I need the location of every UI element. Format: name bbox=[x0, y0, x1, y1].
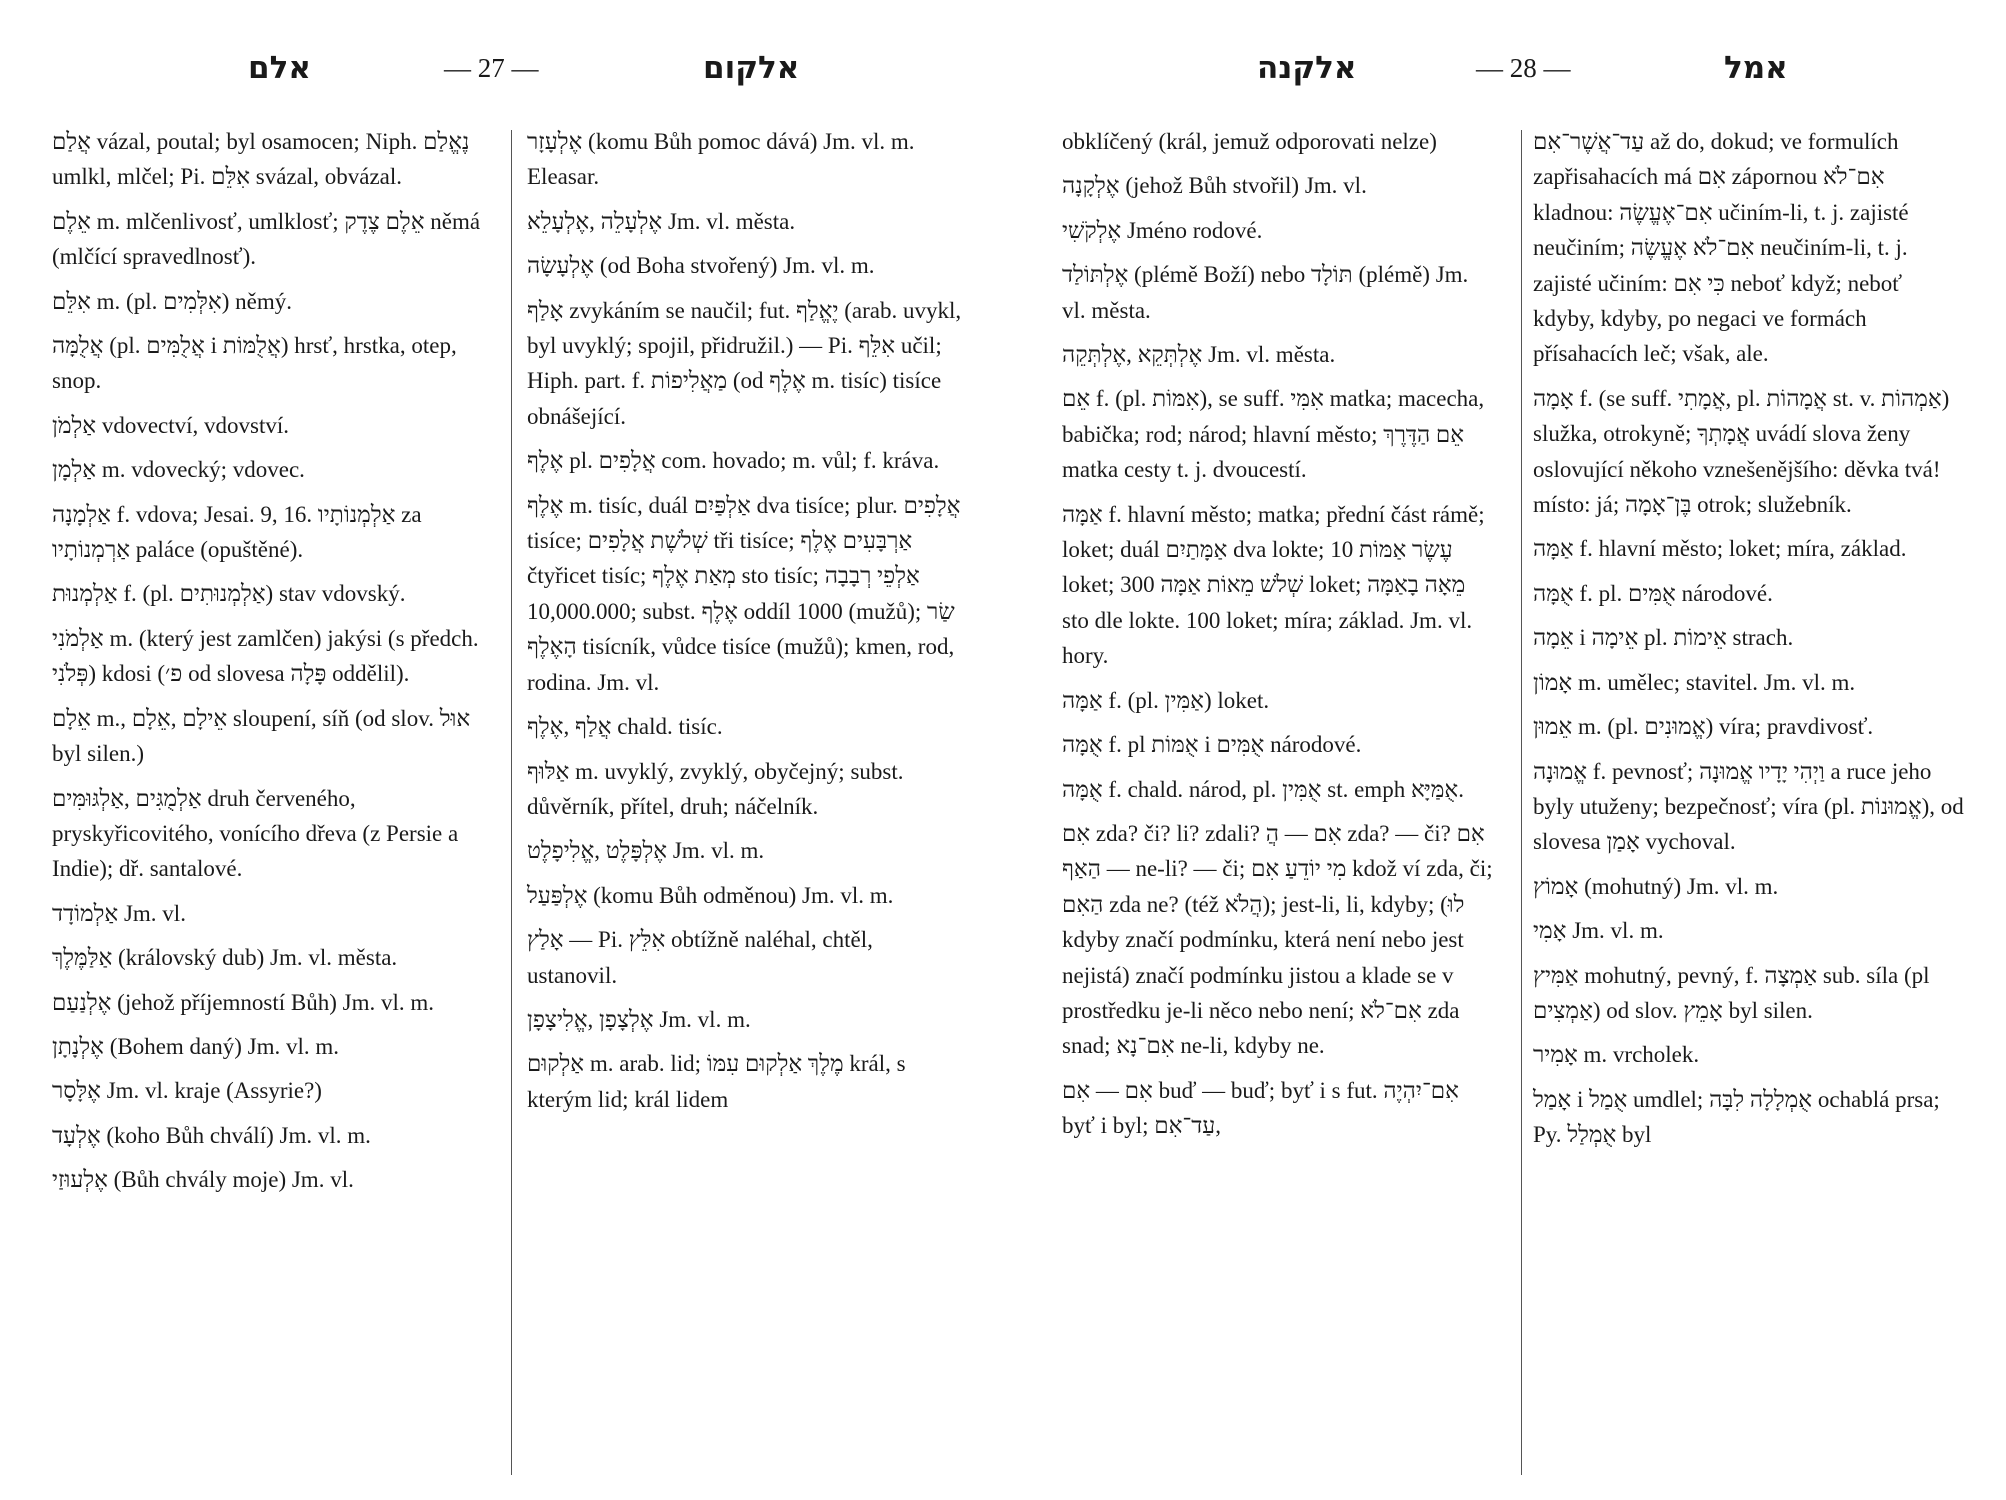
dictionary-entry: אֵם f. (pl. אִמּוֹת), se suff. אִמִּי matka; macecha, babička; rod; národ; hlavní město; אֵם הַדֶּרֶךְ matka cesty t. j. dvoucestí. bbox=[1062, 386, 1485, 483]
left-page-column-2 bbox=[527, 124, 962, 1126]
dictionary-entry: אֲלֻמָּה (pl. אֲלֻמִּים i אֲלֻמּוֹת) hrsť, hrstka, otep, snop. bbox=[52, 333, 457, 394]
dictionary-entry: אָלַץ — Pi. אִלֵּץ obtížně naléhal, chtěl, ustanovil. bbox=[527, 927, 873, 988]
dictionary-entry: אֶלֶף pl. אֲלָפִים com. hovado; m. vůl; f. kráva. bbox=[527, 448, 940, 474]
dictionary-entry: אָמַל i אֻמַל umdlel; אֻמְלָלָה לִבָּה ochablá prsa; Py. אֻמְלַל byl bbox=[1533, 1086, 1940, 1148]
dictionary-entry: אַלְמוֹדָד Jm. vl. bbox=[52, 900, 186, 926]
dictionary-entry: אַלְמְנוּת f. (pl. אַלְמְנוּתִים) stav vdovský. bbox=[52, 581, 406, 607]
dictionary-entry: אַלְמָנָה f. vdova; Jesai. 9, 16. אַלְמְנוֹתָיו za אַרְמְנוֹתָיו paláce (opuštěné). bbox=[52, 501, 422, 563]
dictionary-entry: אֻמָּה f. chald. národ, pl. אֻמִּין st. emph אֻמַּיָּא. bbox=[1062, 776, 1464, 802]
left-column-rule bbox=[511, 130, 512, 1475]
dictionary-entry: אַמָּה f. hlavní město; loket; míra, základ. bbox=[1533, 536, 1907, 562]
dictionary-entry: אֲלַם vázal, poutal; byl osamocen; Niph. נֶאֱלַם umlkl, mlčel; Pi. אִלֵּם svázal, obvázal. bbox=[52, 129, 470, 190]
dictionary-entry: אֶלֶף m. tisíc, duál אַלְפַּיִם dva tisíce; plur. אֲלָפִים tisíce; שְׁלֹשֶׁת אֲלָפִים tři tisíce; אַרְבָּעִים אֶלֶף čtyřicet tisíc; מְאַת אֶלֶף sto tisíc; אַלְפֵי רְבָבָה 10,000.000; subst. אֶלֶף oddíl 1000 (mužů); שַׂר הָאֶלֶף tisícník, vůdce tisíce (mužů); kmen, rod, rodina. Jm. vl. bbox=[527, 492, 961, 695]
dictionary-entry: אִם — אִם buď — buď; byť i s fut. אִם־יִהְיֶה byť i byl; עַד־אִם, bbox=[1062, 1077, 1459, 1139]
dictionary-entry: אִלֵּם m. (pl. אִלְּמִים) němý. bbox=[52, 288, 292, 314]
dictionary-entry: אֶלְתּוֹלַד (plémě Boží) nebo תּוֹלָד (plémě) Jm. vl. města. bbox=[1062, 262, 1469, 323]
dictionary-entry: אִם zda? či? li? zdali? אִם — הֲ zda? — či? אִם — הַאַף ne-li? — či; מִי יוֹדֵעַ אִם kdož ví zda, či; הַאִם zda ne? (též הֲלֹא); jest-li, li, kdyby; (לוּ kdyby značí podmínku, která není nebo jest nejistá) značí podmínku jistou a klade se v prostředku je-li něco nebo není; אִם־לֹא zda snad; אִם־נָא ne-li, kdyby ne. bbox=[1062, 820, 1493, 1059]
right-column-rule bbox=[1521, 130, 1522, 1475]
dictionary-entry: אֶלְתְּקֵא ,אֶלְתְּקֵה Jm. vl. města. bbox=[1062, 342, 1336, 368]
dictionary-entry: אֵמָה i אֵימָה pl. אֵימוֹת strach. bbox=[1533, 625, 1794, 651]
dictionary-entry: אֶלְעוּזַי (Bůh chvály moje) Jm. vl. bbox=[52, 1167, 354, 1193]
left-header-catchword-right: אלקום bbox=[703, 50, 800, 86]
dictionary-entry: אֵמוּן m. (pl. אֱמוּנִים) víra; pravdivosť. bbox=[1533, 714, 1874, 740]
dictionary-entry: אֲלַף ,אֶלֶף chald. tisíc. bbox=[527, 714, 723, 740]
right-page-column-2 bbox=[1533, 124, 1968, 1162]
right-page-number: — 28 — bbox=[1476, 53, 1571, 83]
dictionary-entry: אֶלְעָשָׂה (od Boha stvořený) Jm. vl. m. bbox=[527, 253, 875, 279]
dictionary-entry: obklíčený (král, jemuž odporovati nelze) bbox=[1062, 129, 1437, 154]
dictionary-entry: עַד־אֲשֶׁר־אִם až do, dokud; ve formulích zapřisahacích má אִם zápornou אִם־לֹא kladnou: אִם־אֶעֱשֶׂה učiním-li, t. j. zajisté neučiním; אִם־לֹא אֶעֱשֶׂה neučiním-li, t. j. zajisté učiním: כִּי אִם neboť když; neboť kdyby, kdyby, po negaci ve formách přísahacích leč; však, ale. bbox=[1533, 129, 1909, 367]
dictionary-entry: אֵלָם m., אֵילָם ,אֵלָם sloupení, síň (od slov. אוּל byl silen.) bbox=[52, 705, 471, 767]
dictionary-entry: אַמָּה f. hlavní město; matka; přední část rámě; loket; duál אַמָּתַיִם dva lokte; עֶשֶׂר אַמּוֹת 10 loket; שְׁלֹשׁ מֵאוֹת אַמָּה 300 loket; מֵאָה בָאַמָּה sto dle lokte. 100 loket; míra; základ. Jm. vl. hory. bbox=[1062, 501, 1485, 669]
dictionary-entry: אַלְקוּם m. arab. lid; מֶלֶךְ אַלְקוּם עִמּוֹ král, s kterým lid; král lidem bbox=[527, 1051, 906, 1112]
dictionary-entry: אָמוֹץ (mohutný) Jm. vl. m. bbox=[1533, 873, 1779, 899]
dictionary-entry: אֶלְפַּעַל (komu Bůh odměnou) Jm. vl. m. bbox=[527, 882, 894, 908]
left-page-column-1 bbox=[52, 124, 487, 1207]
dictionary-entry: אַמָּה f. (pl. אַמִּין) loket. bbox=[1062, 687, 1270, 713]
dictionary-entry: אֶלְפָּלֶט ,אֱלִיפָלֶט Jm. vl. m. bbox=[527, 838, 765, 864]
dictionary-entry: אֶלָּסָר Jm. vl. kraje (Assyrie?) bbox=[52, 1078, 322, 1104]
dictionary-entry: אַלּוּף m. uvyklý, zvyklý, obyčejný; subst. důvěrník, přítel, druh; náčelník. bbox=[527, 758, 904, 819]
dictionary-entry: אֱמוּנָה f. pevnosť; וַיְהִי יָדָיו אֱמוּנָה a ruce jeho byly utuženy; bezpečnosť; víra (pl. אֱמוּנוֹת), od slovesa אָמַן vychoval. bbox=[1533, 758, 1964, 855]
dictionary-entry: אֶלְצָפָן ,אֱלִיצָפָן Jm. vl. m. bbox=[527, 1006, 751, 1032]
dictionary-entry: אֶלְעָד (koho Bůh chválí) Jm. vl. m. bbox=[52, 1122, 371, 1148]
dictionary-entry: אֵלֶם m. mlčenlivosť, umlklosť; אֵלֶם צֶדֶק němá (mlčící spravedlnosť). bbox=[52, 208, 481, 270]
dictionary-entry: אֶלְעָזָר (komu Bůh pomoc dává) Jm. vl. m. Eleasar. bbox=[527, 129, 915, 190]
right-page-column-1 bbox=[1062, 124, 1497, 1153]
left-header-catchword-left: אלם bbox=[248, 50, 311, 86]
dictionary-entry: אַלַּמֶּלֶךְ (královský dub) Jm. vl. města. bbox=[52, 945, 398, 971]
dictionary-entry: אֻמָּה f. pl. אֻמִּים národové. bbox=[1533, 580, 1773, 606]
right-header-catchword-left: אלקנה bbox=[1257, 50, 1357, 86]
dictionary-entry: אַלְמֹנִי m. (který jest zamlčen) jakýsi (s předch. פְּלֹנִי) kdosi (פ׳ od slovesa פָּלָה oddělil). bbox=[52, 625, 479, 687]
dictionary-entry: אָמִי Jm. vl. m. bbox=[1533, 918, 1664, 944]
dictionary-entry: אֶלְעָלֵה ,אֶלְעָלֵא Jm. vl. města. bbox=[527, 208, 796, 234]
dictionary-entry: אֶלְקָנָה (jehož Bůh stvořil) Jm. vl. bbox=[1062, 173, 1367, 199]
dictionary-entry: אֶלְנַעַם (jehož příjemností Bůh) Jm. vl. m. bbox=[52, 989, 435, 1015]
right-header-catchword-right: אמל bbox=[1724, 50, 1788, 86]
dictionary-entry: אָלַף zvykáním se naučil; fut. יֶאֱלַף (arab. uvykl, byl uvyklý; spojil, přidružil.) — Pi. אִלֵּף učil; Hiph. part. f. מַאֲלִיפוֹת (od אֶלֶף m. tisíc) tisíce obnášející. bbox=[527, 297, 962, 429]
dictionary-entry: אַלְמֻגִּים ,אַלְגּוּמִּים druh červeného, pryskyřicovitého, vonícího dřeva (z Persie a Indie); dř. santalové. bbox=[52, 785, 459, 882]
dictionary-entry: אַלְמָן m. vdovecký; vdovec. bbox=[52, 457, 305, 483]
dictionary-entry: אַלְמֹן vdovectví, vdovství. bbox=[52, 412, 289, 438]
dictionary-entry: אָמָה f. (se suff. אֲמָתִי, pl. אֲמָהוֹת st. v. אַמְהוֹת) služka, otrokyně; אֲמָתְךָ uvádí slova ženy oslovující někoho vznešenějšího: děvka tvá! místo: já; בֶּן־אָמָה otrok; služebník. bbox=[1533, 385, 1950, 518]
dictionary-entry: אֻמָּה f. pl אֻמּוֹת i אֻמִּים národové. bbox=[1062, 732, 1362, 758]
dictionary-entry: אָמִיר m. vrcholek. bbox=[1533, 1042, 1700, 1068]
dictionary-entry: אַמִּיץ mohutný, pevný, f. אַמְצָה sub. síla (pl אַמְצִים) od slov. אָמֵץ byl silen. bbox=[1533, 962, 1930, 1023]
dictionary-entry: אֶלְנָתָן (Bohem daný) Jm. vl. m. bbox=[52, 1033, 340, 1059]
dictionary-entry: אָמוֹן m. umělec; stavitel. Jm. vl. m. bbox=[1533, 669, 1856, 695]
left-page-number: — 27 — bbox=[444, 53, 539, 83]
dictionary-entry: אֶלְקֹשִׁי Jméno rodové. bbox=[1062, 217, 1263, 243]
